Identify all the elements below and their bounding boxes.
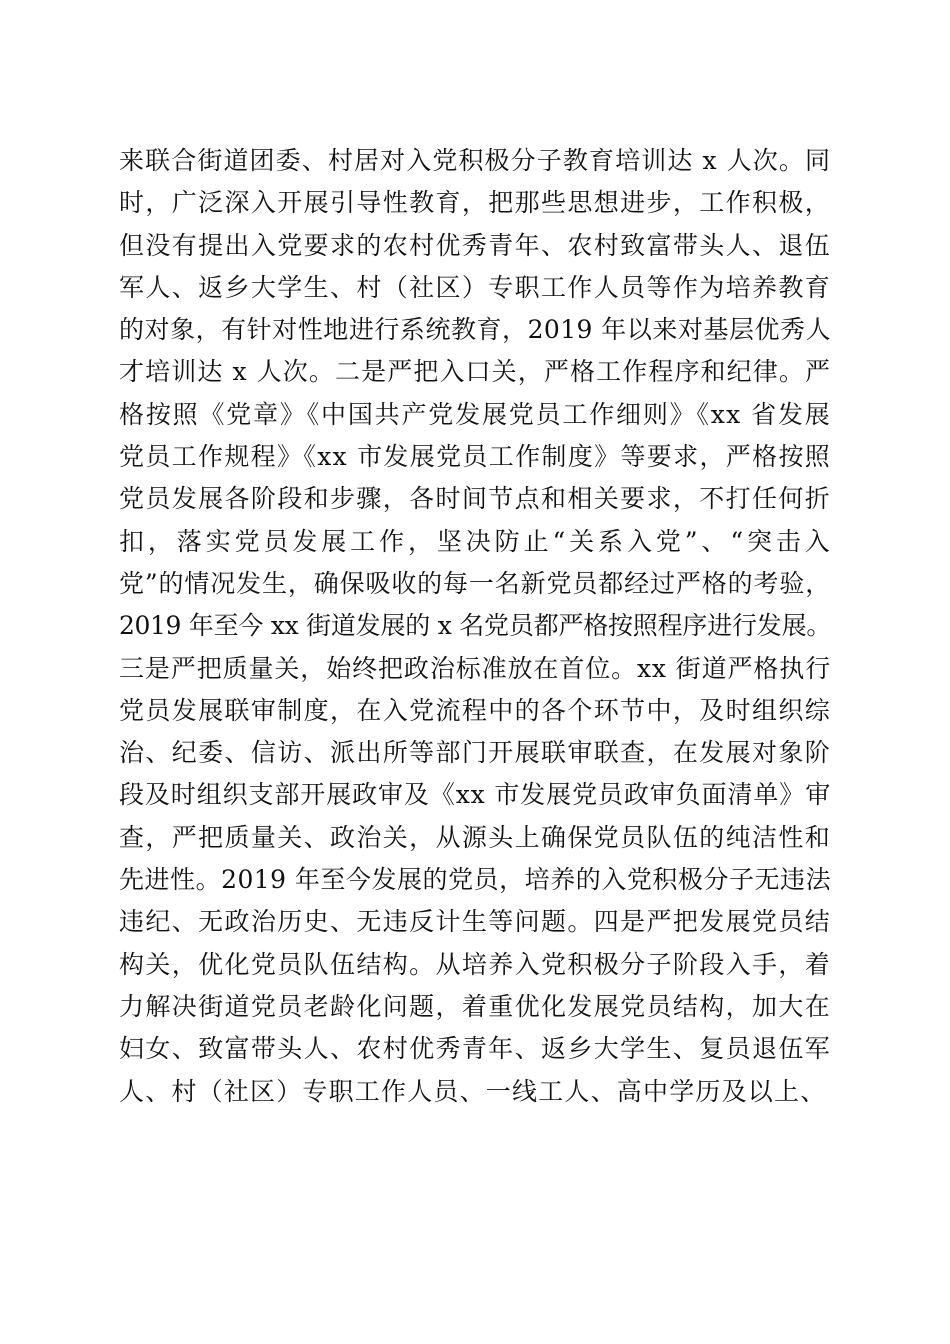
text-line: 扣，落实党员发展工作，坚决防止“关系入党”、“突击入 xyxy=(119,526,831,556)
text-line: 才培训达 x 人次。二是严把入口关，严格工作程序和纪律。严 xyxy=(119,357,831,387)
text-line: 格按照《党章》《中国共产党发展党员工作细则》《xx 省发展 xyxy=(119,399,831,429)
text-line: 治、纪委、信访、派出所等部门开展联审联查，在发展对象阶 xyxy=(119,738,831,768)
text-line: 违纪、无政治历史、无违反计生等问题。四是严把发展党员结 xyxy=(119,907,831,937)
text-line: 的对象，有针对性地进行系统教育，2019 年以来对基层优秀人 xyxy=(119,315,831,345)
text-line: 力解决街道党员老龄化问题，着重优化发展党员结构，加大在 xyxy=(119,991,831,1021)
body-paragraph xyxy=(119,140,831,1113)
text-line: 来联合街道团委、村居对入党积极分子教育培训达 x 人次。同 xyxy=(119,146,831,175)
text-line: 但没有提出入党要求的农村优秀青年、农村致富带头人、退伍 xyxy=(119,230,831,260)
text-line: 人、村（社区）专职工作人员、一线工人、高中学历及以上、 xyxy=(119,1076,827,1106)
text-line: 党员工作规程》《xx 市发展党员工作制度》等要求，严格按照 xyxy=(119,442,831,472)
text-line: 段及时组织支部开展政审及《xx 市发展党员政审负面清单》审 xyxy=(119,780,831,810)
text-line: 时，广泛深入开展引导性教育，把那些思想进步，工作积极， xyxy=(119,188,831,218)
text-line: 党”的情况发生，确保吸收的每一名新党员都经过严格的考验， xyxy=(119,568,831,598)
text-line: 构关，优化党员队伍结构。从培养入党积极分子阶段入手，着 xyxy=(119,949,831,979)
text-line: 三是严把质量关，始终把政治标准放在首位。xx 街道严格执行 xyxy=(119,653,831,683)
text-line: 军人、返乡大学生、村（社区）专职工作人员等作为培养教育 xyxy=(119,272,831,302)
text-line: 查，严把质量关、政治关，从源头上确保党员队伍的纯洁性和 xyxy=(119,822,831,852)
text-line: 妇女、致富带头人、农村优秀青年、返乡大学生、复员退伍军 xyxy=(119,1034,831,1064)
text-line: 先进性。2019 年至今发展的党员，培养的入党积极分子无违法 xyxy=(119,865,831,895)
text-line: 党员发展各阶段和步骤，各时间节点和相关要求，不打任何折 xyxy=(119,484,831,514)
text-line: 2019 年至今 xx 街道发展的 x 名党员都严格按照程序进行发展。 xyxy=(119,611,831,641)
text-line: 党员发展联审制度，在入党流程中的各个环节中，及时组织综 xyxy=(119,695,831,725)
